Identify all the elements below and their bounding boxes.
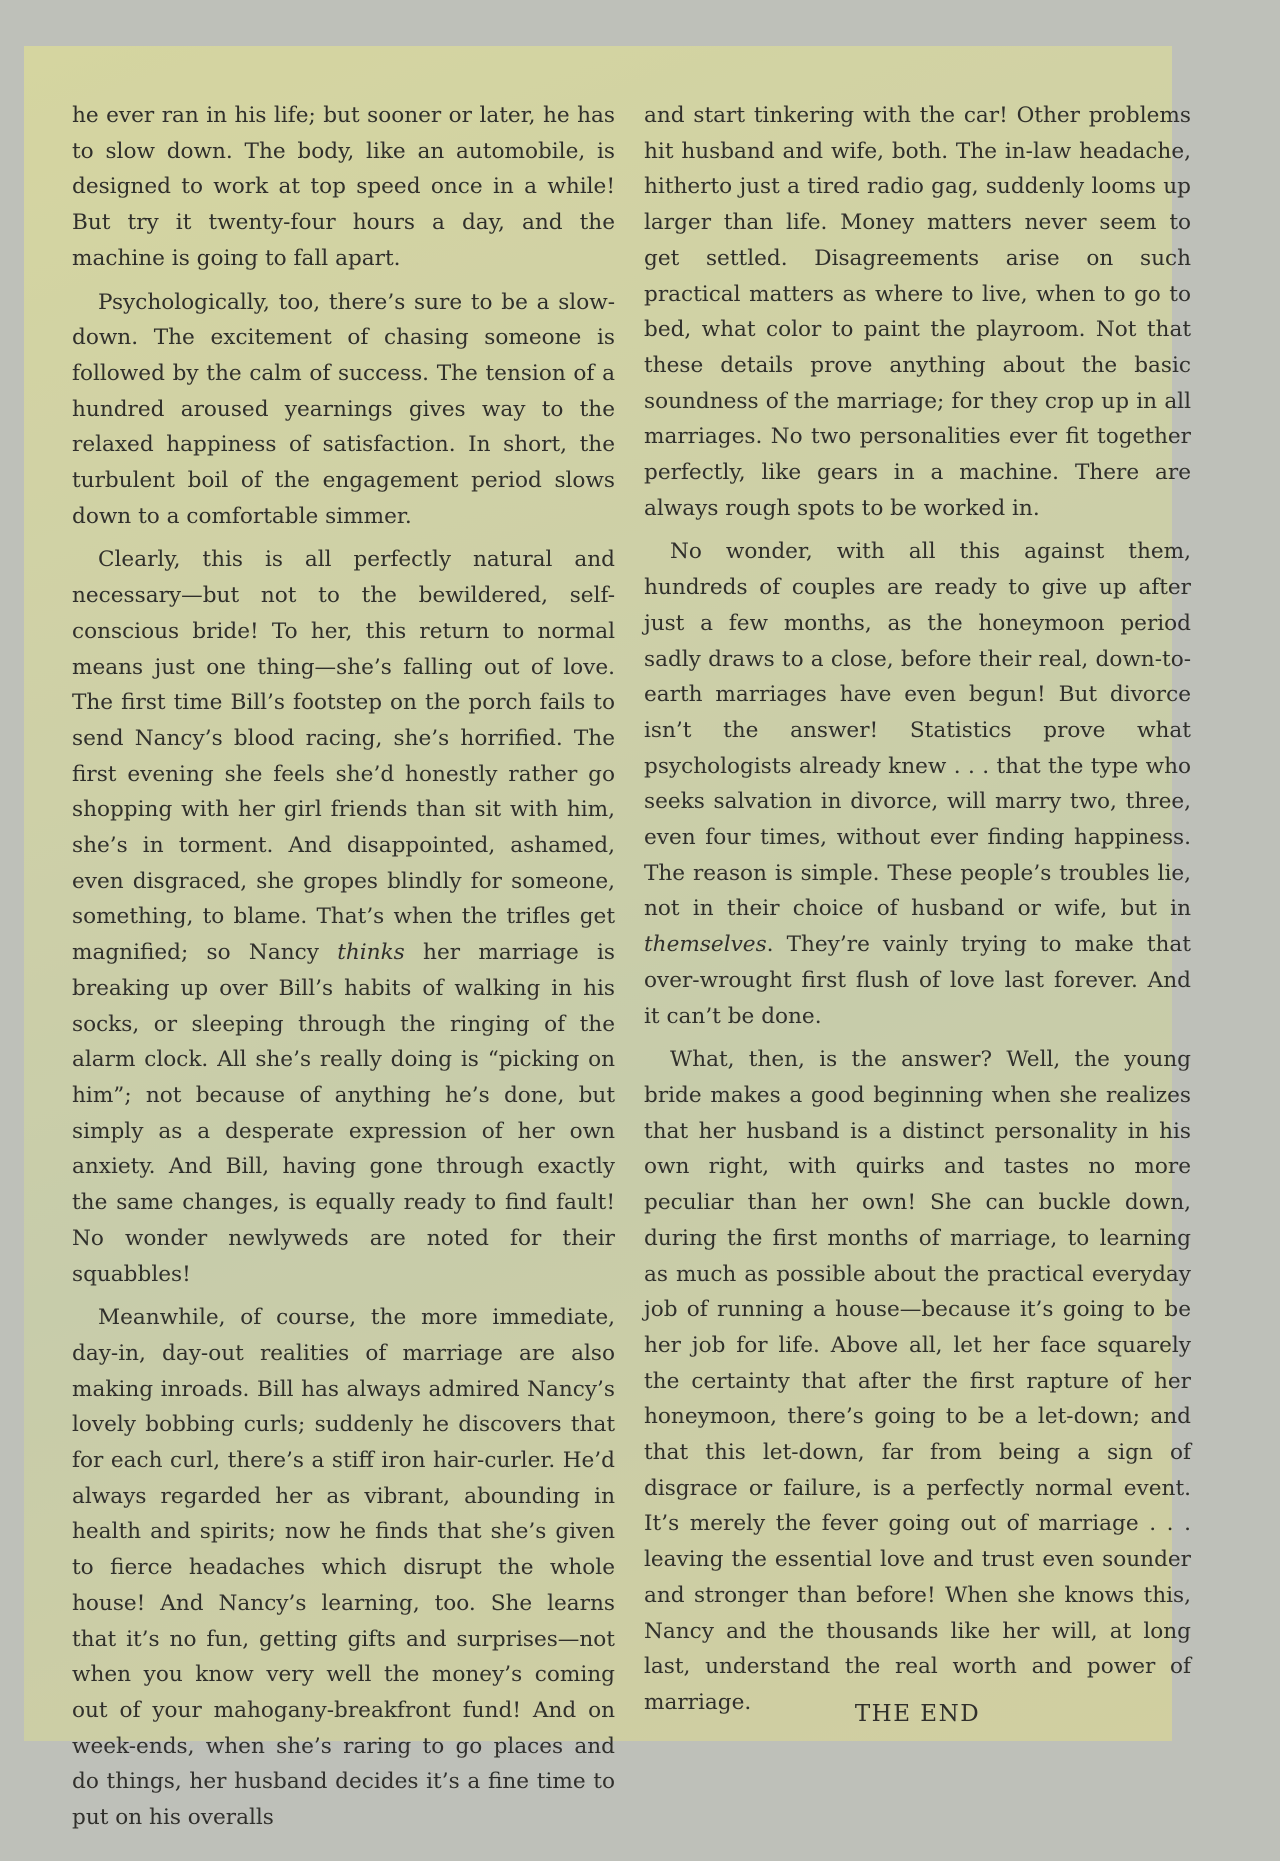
right-column [644,98,1191,1729]
paragraph: Psychologically, too, there’s sure to be a slow-down. The excitement of chasing someone is followed by the calm of success. The tension of a hundred aroused yearnings gives way to the relaxed happiness of satisfaction. In short, the turbulent boil of the engagement period slows down to a comfortable simmer. [72,289,615,529]
emphasis: thinks [337,940,405,966]
text-panel [24,46,1191,1831]
paragraph [644,534,1191,1034]
text-run: her marriage is breaking up over Bill’s habits of walking in his socks, or sleeping through the ringing of the alarm clock. All she’s really doing is “picking on him”; not because of anything he’s done, but simply as a desperate expression of her own anxiety. And Bill, having gone through exactly the same changes, is equally ready to find fault! No wonder newlyweds are noted for their squabbles! [72,940,615,1287]
the-end-label: THE END [854,1701,981,1727]
left-column [72,98,615,1844]
paragraph: What, then, is the answer? Well, the young bride makes a good beginning when she realizes that her husband is a distinct personality in his own right, with quirks and tastes no more peculiar than her own! She can buckle down, during the first months of marriage, to learning as much as possible about the practical everyday job of running a house—because it’s going to be her job for life. Above all, let her face squarely the certainty that after the first rapture of her honeymoon, there’s going to be a let-down; and that this let-down, far from being a sign of disgrace or failure, is a perfectly normal event. It’s merely the fever going out of marriage . . . leaving the essential love and trust even sounder and stronger than before! When she knows this, Nancy and the thousands like her will, at long last, understand the real worth and power of marriage. [644,1047,1191,1715]
text-run: Clearly, this is all perfectly natural and necessary—but not to the bewildered, self-conscious bride! To her, this return to normal means just one thing—she’s falling out of love. The first time Bill’s footstep on the porch fails to send Nancy’s blood racing, she’s horrified. The first evening she feels she’d honestly rather go shopping with her girl friends than sit with him, she’s in torment. And disappointed, ashamed, even disgraced, she gropes blindly for someone, something, to blame. That’s when the trifles get magnified; so Nancy [72,547,615,966]
emphasis: themselves [644,932,767,958]
paragraph [72,542,615,1292]
paragraph: and start tinkering with the car! Other problems hit husband and wife, both. The in-law headache, hitherto just a tired radio gag, suddenly looms up larger than life. Money matters never seem to get settled. Disagreements arise on such practical matters as where to live, when to go to bed, what color to paint the playroom. Not that these details prove anything about the basic soundness of the marriage; for they crop up in all marriages. No two personalities ever fit together perfectly, like gears in a machine. There are always rough spots to be worked in. [644,103,1191,521]
text-run: . They’re vainly trying to make that over-wrought first flush of love last forever. And it can’t be done. [644,932,1191,1029]
text-run: No wonder, with all this against them, hundreds of couples are ready to give up after just a few months, as the honeymoon period sadly draws to a close, before their real, down-to-earth marriages have even begun! But divorce isn’t the answer! Statistics prove what psychologists already knew . . . that the type who seeks salvation in divorce, will marry two, three, even four times, without ever finding happiness. The reason is simple. These people’s troubles lie, not in their choice of husband or wife, but in [644,539,1191,922]
paragraph: Meanwhile, of course, the more immediate, day-in, day-out realities of marriage are also making inroads. Bill has always admired Nancy’s lovely bobbing curls; suddenly he discovers that for each curl, there’s a stiff iron hair-curler. He’d always regarded her as vibrant, abounding in health and spirits; now he finds that she’s given to fierce headaches which disrupt the whole house! And Nancy’s learning, too. She learns that it’s no fun, getting gifts and surprises—not when you know very well the money’s coming out of your mahogany-breakfront fund! And on week-ends, when she’s raring to go places and do things, her husband decides it’s a fine time to put on his overalls [72,1305,615,1831]
paragraph: he ever ran in his life; but sooner or later, he has to slow down. The body, like an automobile, is designed to work at top speed once in a while! But try it twenty-four hours a day, and the machine is going to fall apart. [72,103,615,271]
